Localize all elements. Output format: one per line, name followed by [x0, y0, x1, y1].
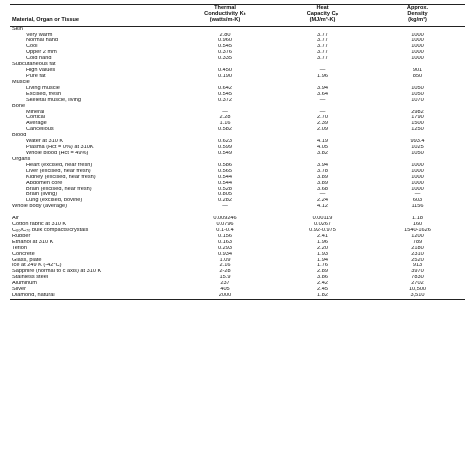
conductivity-cell: 0.642	[218, 85, 232, 91]
row-label: Whole blood (Hct = 49%)	[26, 150, 89, 156]
row-label: Brain (living)	[26, 192, 58, 198]
conductivity-cell: 237	[220, 281, 230, 287]
density-cell: 603	[412, 198, 423, 204]
header-capacity-line2: Capacity Cₚ	[306, 11, 339, 18]
density-cell: 901	[412, 68, 423, 74]
row-label: Very warm	[26, 32, 53, 38]
capacity-cell: 1.93	[317, 251, 328, 257]
density-cell: 1025	[411, 145, 424, 151]
density-cell: 1000	[411, 50, 424, 56]
capacity-cell: 4.19	[317, 139, 328, 145]
row-label: Aluminum	[12, 281, 37, 287]
conductivity-cell: 0.450	[218, 68, 232, 74]
row-label: Heart (excised, near fresh)	[26, 162, 93, 168]
capacity-cell: 1.82	[317, 293, 328, 299]
row-label: Glass, plate	[12, 257, 42, 263]
density-cell: 1000	[411, 32, 424, 38]
capacity-cell: 0.92-0.975	[309, 227, 336, 233]
density-cell: 789	[412, 239, 423, 245]
header-density-line3: (kg/m³)	[408, 17, 427, 24]
capacity-cell: 3.94	[317, 85, 328, 91]
capacity-cell: —	[319, 97, 326, 103]
capacity-cell: 3.78	[317, 168, 328, 174]
row-label: Cold hand	[26, 56, 52, 62]
conductivity-cell: 1.09	[219, 257, 231, 263]
density-cell: 1000	[411, 56, 424, 62]
conductivity-cell: 0.009246	[213, 216, 237, 222]
density-cell: 1790	[411, 115, 424, 121]
density-cell: 2310	[411, 251, 424, 257]
capacity-cell: 2.70	[317, 115, 328, 121]
density-cell: 1500	[411, 121, 424, 127]
density-cell: 1.18	[412, 216, 423, 222]
row-label: Average	[26, 121, 47, 127]
conductivity-cell: 0.960	[218, 38, 232, 44]
conductivity-cell: 0.623	[218, 139, 232, 145]
conductivity-cell: 0.282	[218, 198, 232, 204]
conductivity-cell: 0.549	[218, 150, 232, 156]
row-label: Rubber	[12, 233, 31, 239]
property-table-container	[10, 4, 465, 300]
table-row	[10, 293, 465, 299]
conductivity-cell: 0.293	[218, 245, 232, 251]
density-cell: 3,510	[410, 293, 425, 299]
capacity-cell: 1.76	[317, 263, 328, 269]
density-cell: 10,500	[408, 287, 427, 293]
header-material: Material, Organ or Tissue	[12, 17, 80, 24]
conductivity-cell: 0.565	[218, 168, 232, 174]
capacity-cell: 4.05	[317, 145, 328, 151]
row-label: Teflon	[12, 245, 27, 251]
conductivity-cell: 0.934	[218, 251, 232, 257]
density-cell: 1000	[411, 38, 424, 44]
conductivity-cell: —	[222, 204, 228, 210]
conductivity-cell: 0.599	[218, 145, 232, 151]
conductivity-cell: 1.16	[219, 121, 231, 127]
capacity-cell: 2.20	[317, 245, 328, 251]
row-label: C₆₀/C₇₀ bulk compacts/crystals	[12, 227, 89, 233]
conductivity-cell: 2.80	[219, 32, 231, 38]
row-label: Mineral	[26, 109, 45, 115]
conductivity-cell: —	[222, 109, 228, 115]
row-label: Bone	[12, 103, 26, 109]
row-label: Diamond, natural	[12, 293, 55, 299]
row-label: Lung (excised, bovine)	[26, 198, 83, 204]
density-cell: 1540-1626	[404, 227, 431, 233]
row-label: Sapphire (normal to c axis) at 310 K	[12, 269, 102, 275]
conductivity-cell: 0.376	[218, 50, 232, 56]
conductivity-cell: 0.545	[218, 44, 232, 50]
density-cell: 2180	[411, 245, 424, 251]
thermal-properties-table	[10, 4, 465, 300]
capacity-cell: 3.89	[317, 180, 328, 186]
conductivity-cell: 0.0796	[216, 222, 234, 228]
conductivity-cell: 0.544	[218, 180, 232, 186]
row-label: Air	[12, 216, 19, 222]
capacity-cell: 3.77	[317, 38, 328, 44]
conductivity-cell: 0.190	[218, 73, 232, 79]
capacity-cell: 1.94	[317, 257, 328, 263]
capacity-cell: 3.77	[317, 50, 328, 56]
row-label: Subcutaneous fat	[12, 62, 56, 68]
conductivity-cell: 0.805	[218, 192, 232, 198]
capacity-cell: 4.12	[317, 204, 328, 210]
conductivity-cell: 0.582	[218, 127, 232, 133]
capacity-cell: 2.41	[317, 233, 328, 239]
density-cell: 1000	[411, 162, 424, 168]
density-cell: 1200	[411, 233, 424, 239]
conductivity-cell: 0.163	[218, 239, 232, 245]
conductivity-cell: 0.528	[218, 186, 232, 192]
header-capacity-line3: (MJ/m³-K)	[309, 17, 336, 24]
row-label: Whole body (average)	[12, 204, 68, 210]
conductivity-cell: 0.335	[218, 56, 232, 62]
density-cell: 7830	[411, 275, 424, 281]
conductivity-cell: 0.586	[218, 162, 232, 168]
capacity-cell: 2.42	[317, 281, 328, 287]
row-label: Water at 310 K	[26, 139, 64, 145]
conductivity-cell: 0.372	[218, 97, 232, 103]
table-body	[10, 26, 465, 299]
row-label: Organs	[12, 156, 31, 162]
conductivity-cell: 405	[220, 287, 230, 293]
header-conductivity	[175, 5, 275, 27]
row-label: Cancellous	[26, 127, 54, 133]
header-conductivity-line3: (watts/m-K)	[209, 17, 241, 24]
capacity-cell: 3.77	[317, 44, 328, 50]
conductivity-cell: 2.16	[219, 263, 231, 269]
row-label: Brain (excised, near fresh)	[26, 186, 92, 192]
density-cell: 1050	[411, 150, 424, 156]
capacity-cell: 3.64	[317, 91, 328, 97]
density-cell: 160	[412, 222, 423, 228]
density-cell: —	[414, 192, 421, 198]
row-label: Pure fat	[26, 73, 46, 79]
header-density	[370, 5, 465, 27]
density-cell: 1000	[411, 174, 424, 180]
row-label: Muscle	[12, 79, 30, 85]
density-cell: 1000	[411, 186, 424, 192]
capacity-cell: 2.24	[317, 198, 328, 204]
density-cell: 1050	[411, 91, 424, 97]
capacity-cell: —	[319, 68, 326, 74]
row-label: Ice at 249 K (-42°C)	[12, 263, 62, 269]
capacity-cell: 2.09	[317, 127, 328, 133]
capacity-cell: 3.68	[317, 186, 328, 192]
capacity-cell: —	[319, 109, 326, 115]
conductivity-cell: 0.544	[218, 174, 232, 180]
capacity-cell: 2.89	[317, 269, 328, 275]
row-label: Skin	[12, 26, 23, 32]
capacity-cell: 3.89	[317, 174, 328, 180]
row-label: Liver (excised, near fresh)	[26, 168, 91, 174]
row-label: Cool	[26, 44, 38, 50]
capacity-cell: 1.96	[317, 73, 328, 79]
density-cell: 1156	[411, 204, 424, 210]
capacity-cell: 0.0267	[313, 222, 332, 228]
table-header	[10, 5, 465, 27]
row-label: Concrete	[12, 251, 35, 257]
conductivity-cell: 15.9	[219, 275, 231, 281]
row-label: Silver	[12, 287, 26, 293]
capacity-cell: 2.45	[317, 287, 328, 293]
conductivity-cell: 0.545	[218, 91, 232, 97]
header-conductivity-line2: Conductivity Kₜ	[204, 11, 246, 18]
density-cell: 2520	[411, 257, 424, 263]
density-cell: 850	[412, 73, 423, 79]
row-label: Cotton fabric at 310 K	[12, 222, 67, 228]
capacity-cell: —	[319, 192, 326, 198]
header-conductivity-line1: Thermal	[214, 5, 236, 11]
density-cell: 1250	[411, 127, 424, 133]
row-label: Living muscle	[26, 85, 60, 91]
capacity-cell: 1.96	[317, 239, 328, 245]
conductivity-cell: 2000	[218, 293, 232, 299]
density-cell: 1050	[411, 85, 424, 91]
density-cell: 1070	[411, 97, 424, 103]
conductivity-cell: 2-28	[219, 269, 231, 275]
density-cell: 1000	[411, 168, 424, 174]
density-cell: 993.4	[410, 139, 425, 145]
capacity-cell: 3.86	[317, 275, 328, 281]
density-cell: 2702	[411, 281, 424, 287]
conductivity-cell: 2.28	[219, 115, 231, 121]
row-label: Abdomen core	[26, 180, 63, 186]
row-label: Cortical	[26, 115, 45, 121]
density-cell: 1000	[411, 44, 424, 50]
header-density-line2: Density	[407, 11, 428, 18]
conductivity-cell: 0.1-0.4	[216, 227, 234, 233]
capacity-cell: 3.77	[317, 56, 328, 62]
row-label: Plasma (Hct = 0%) at 310K	[26, 145, 94, 151]
capacity-cell: 3.77	[317, 32, 328, 38]
header-capacity	[275, 5, 370, 27]
header-capacity-line1: Heat	[316, 5, 329, 11]
row-label: Upper 2 mm	[26, 50, 57, 56]
capacity-cell: 3.94	[317, 162, 328, 168]
row-label: Kidney (excised, near fresh)	[26, 174, 96, 180]
density-cell: 1000	[411, 180, 424, 186]
capacity-cell: 2.39	[317, 121, 328, 127]
row-label: Blood	[12, 133, 27, 139]
row-label: Excised, fresh	[26, 91, 62, 97]
row-label: Stainless steel	[12, 275, 49, 281]
row-label: Normal hand	[26, 38, 59, 44]
conductivity-cell: 0.156	[218, 233, 232, 239]
density-cell: 3970	[411, 269, 424, 275]
density-cell: 913	[412, 263, 423, 269]
row-label: Ethanol at 310 K	[12, 239, 54, 245]
density-cell: 2982	[411, 109, 424, 115]
row-label: Skeletal muscle, living	[26, 97, 82, 103]
capacity-cell: 3.82	[317, 150, 328, 156]
row-label: High values	[26, 68, 56, 74]
capacity-cell: 0.00119	[312, 216, 333, 222]
header-density-line1: Approx.	[406, 5, 429, 11]
